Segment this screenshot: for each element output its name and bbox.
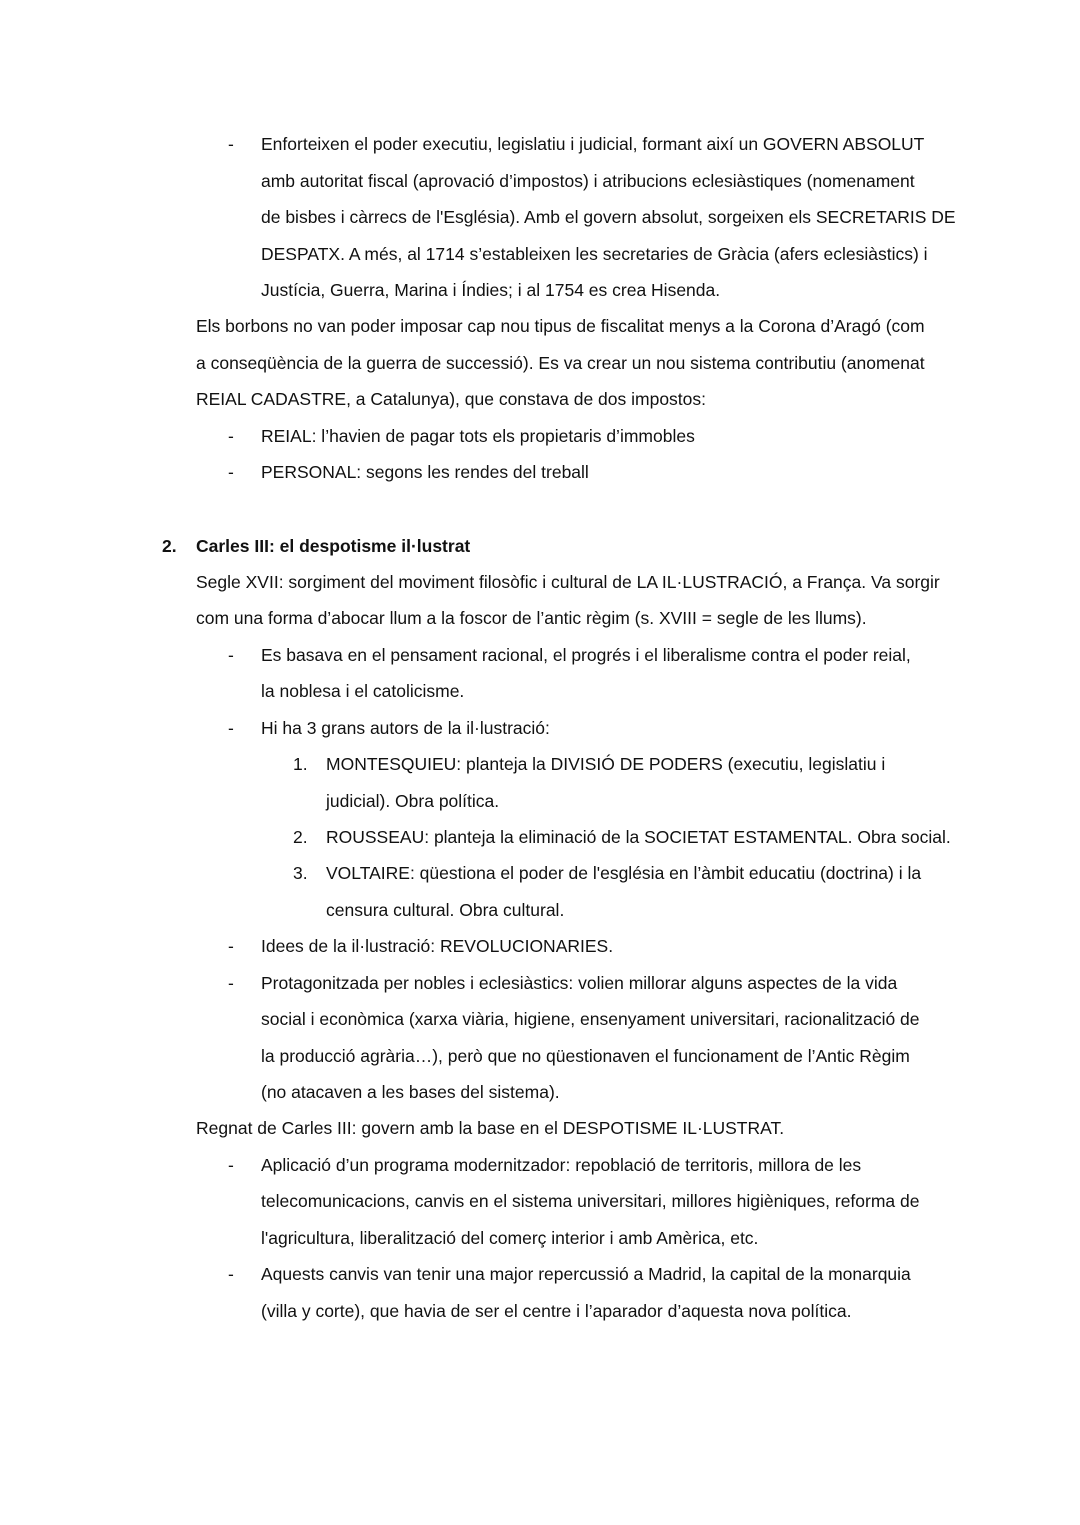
text-line: de bisbes i càrrecs de l'Església). Amb el govern absolut, sorgeixen els SECRETARIS DE [261, 207, 956, 227]
section-number: 2. [162, 536, 177, 556]
text-line: social i econòmica (xarxa viària, higiene, ensenyament universitari, racionalització de [261, 1009, 920, 1029]
text-line: (no atacaven a les bases del sistema). [261, 1082, 560, 1102]
text-line: DESPATX. A més, al 1714 s’estableixen les secretaries de Gràcia (afers eclesiàstics) i [261, 244, 928, 264]
text-line: (villa y corte), que havia de ser el centre i l’aparador d’aquesta nova política. [261, 1301, 852, 1321]
text-line: Segle XVII: sorgiment del moviment filosòfic i cultural de LA IL·LUSTRACIÓ, a França. Va sorgir [196, 572, 940, 592]
text-line: Idees de la il·lustració: REVOLUCIONARIES. [261, 936, 614, 956]
bullet-marker: - [228, 645, 234, 665]
text-line: Hi ha 3 grans autors de la il·lustració: [261, 718, 550, 738]
text-line: Protagonitzada per nobles i eclesiàstics: volien millorar alguns aspectes de la vida [261, 973, 898, 993]
text-line: judicial). Obra política. [326, 791, 500, 811]
section-heading: Carles III: el despotisme il·lustrat [196, 536, 471, 556]
bullet-marker: - [228, 718, 234, 738]
list-number: 3. [293, 863, 308, 883]
bullet-marker: - [228, 426, 234, 446]
bullet-marker: - [228, 134, 234, 154]
text-line: telecomunicacions, canvis en el sistema universitari, millores higièniques, reforma de [261, 1191, 920, 1211]
bullet-marker: - [228, 936, 234, 956]
list-number: 1. [293, 754, 308, 774]
text-line: l'agricultura, liberalització del comerç interior i amb Amèrica, etc. [261, 1228, 759, 1248]
text-line: la noblesa i el catolicisme. [261, 681, 465, 701]
text-line: censura cultural. Obra cultural. [326, 900, 565, 920]
tax-item-personal: PERSONAL: segons les rendes del treball [261, 462, 589, 482]
text-line: REIAL CADASTRE, a Catalunya), que constava de dos impostos: [196, 389, 707, 409]
text-line: Justícia, Guerra, Marina i Índies; i al 1754 es crea Hisenda. [261, 280, 721, 300]
text-line: Es basava en el pensament racional, el progrés i el liberalisme contra el poder reial, [261, 645, 911, 665]
text-line: amb autoritat fiscal (aprovació d’impostos) i atribucions eclesiàstiques (nomenament [261, 171, 915, 191]
text-line: Regnat de Carles III: govern amb la base en el DESPOTISME IL·LUSTRAT. [196, 1118, 785, 1138]
list-number: 2. [293, 827, 308, 847]
text-line: Aplicació d’un programa modernitzador: repoblació de territoris, millora de les [261, 1155, 862, 1175]
tax-item-reial: REIAL: l’havien de pagar tots els propietaris d’immobles [261, 426, 695, 446]
bullet-marker: - [228, 1264, 234, 1284]
text-line: com una forma d’abocar llum a la foscor de l’antic règim (s. XVIII = segle de les llums). [196, 608, 867, 628]
text-line: Aquests canvis van tenir una major repercussió a Madrid, la capital de la monarquia [261, 1264, 911, 1284]
bullet-marker: - [228, 1155, 234, 1175]
text-line: Enforteixen el poder executiu, legislatiu i judicial, formant així un GOVERN ABSOLUT [261, 134, 925, 154]
bullet-marker: - [228, 973, 234, 993]
text-line: Els borbons no van poder imposar cap nou tipus de fiscalitat menys a la Corona d’Aragó (com [196, 316, 925, 336]
text-line: la producció agrària…), però que no qüestionaven el funcionament de l’Antic Règim [261, 1046, 910, 1066]
text-line: a conseqüència de la guerra de successió). Es va crear un nou sistema contributiu (anomenat [196, 353, 925, 373]
author-rousseau: ROUSSEAU: planteja la eliminació de la SOCIETAT ESTAMENTAL. Obra social. [326, 827, 951, 847]
author-voltaire: VOLTAIRE: qüestiona el poder de l'església en l’àmbit educatiu (doctrina) i la [326, 863, 922, 883]
bullet-marker: - [228, 462, 234, 482]
author-montesquieu: MONTESQUIEU: planteja la DIVISIÓ DE PODERS (executiu, legislatiu i [326, 754, 886, 774]
